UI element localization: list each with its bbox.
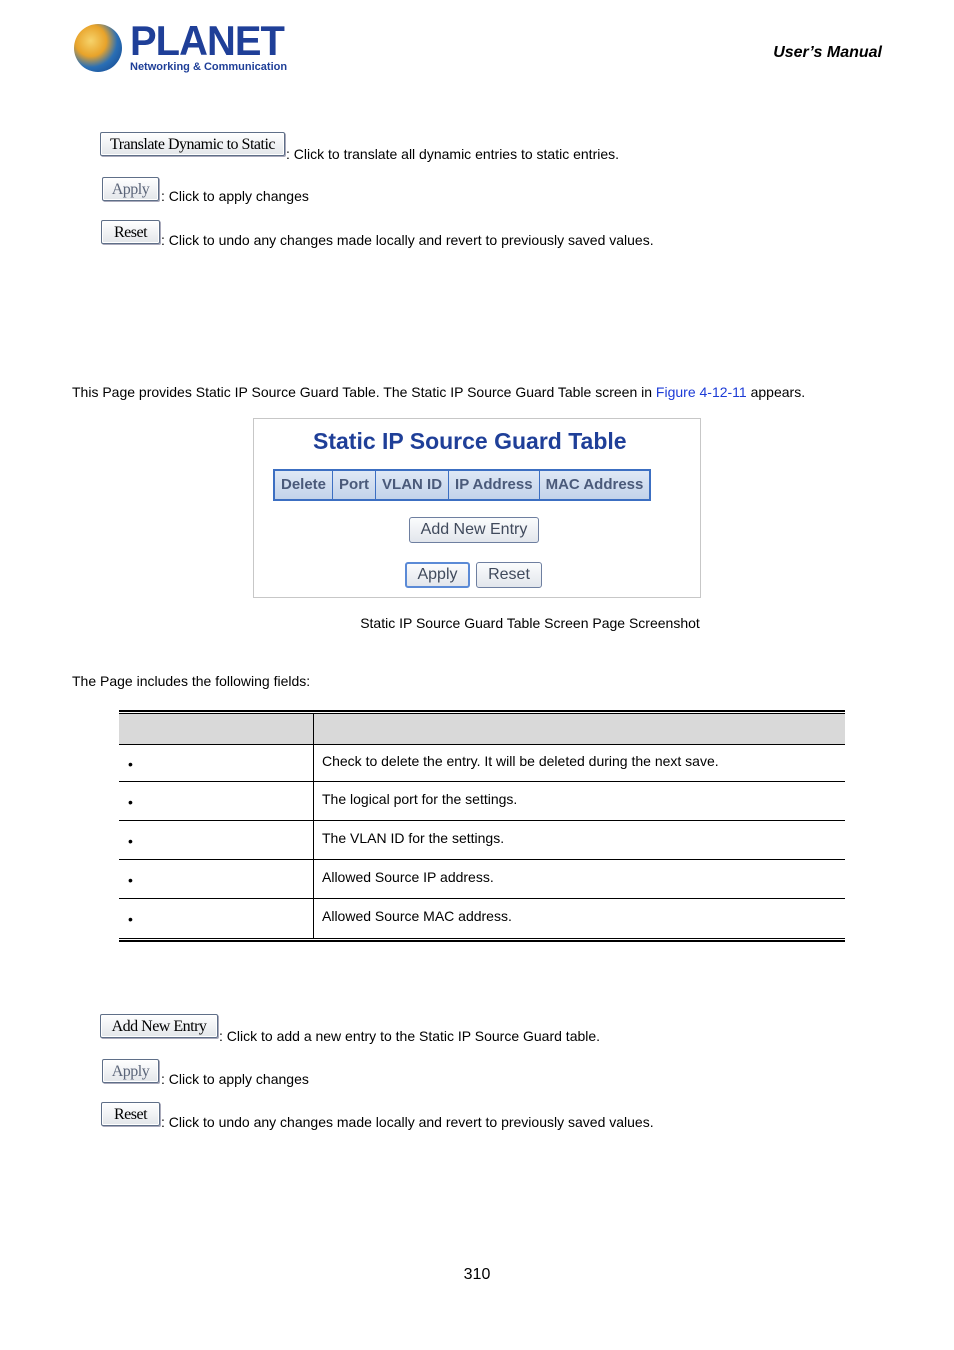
planet-logo-globe-icon xyxy=(74,24,122,72)
panel-title: Static IP Source Guard Table xyxy=(313,428,627,454)
bullet: • xyxy=(128,833,133,849)
intro-text-end: appears. xyxy=(746,384,806,400)
bullet: • xyxy=(128,872,133,888)
reset-button-illustration[interactable]: Reset xyxy=(101,1102,160,1126)
column-mac-address: MAC Address xyxy=(540,471,650,499)
add-new-entry-description: : Click to add a new entry to the Static IP Source Guard table. xyxy=(219,1028,601,1044)
table-bottom-rule xyxy=(119,940,845,942)
bullet: • xyxy=(128,756,133,772)
bullet: • xyxy=(128,911,133,927)
column-port: Port xyxy=(333,471,376,499)
manual-header-label: User’s Manual xyxy=(773,44,882,61)
figure-caption: Static IP Source Guard Table Screen Page Screenshot xyxy=(360,615,700,631)
table-row xyxy=(119,783,845,821)
figure-link[interactable]: Figure 4-12-11 xyxy=(655,384,747,400)
planet-logo-tagline: Networking & Communication xyxy=(130,61,288,73)
panel-apply-button[interactable]: Apply xyxy=(405,562,470,588)
table-header xyxy=(273,469,651,501)
reset-description: : Click to undo any changes made locally and revert to previously saved values. xyxy=(161,232,654,248)
reset-button[interactable]: Reset xyxy=(101,220,160,244)
page-number: 310 xyxy=(463,1266,491,1283)
field-description: Allowed Source IP address. xyxy=(322,869,494,885)
table-column-divider xyxy=(313,714,314,939)
table-bottom-rule-thin xyxy=(119,938,845,939)
table-row xyxy=(119,822,845,860)
fields-intro: The Page includes the following fields: xyxy=(72,673,311,689)
table-top-rule xyxy=(119,710,845,712)
column-vlan-id: VLAN ID xyxy=(376,471,449,499)
field-description: The VLAN ID for the settings. xyxy=(322,830,505,846)
table-row xyxy=(119,900,845,938)
add-new-entry-button-illustration[interactable]: Add New Entry xyxy=(100,1014,218,1038)
field-description: The logical port for the settings. xyxy=(322,791,518,807)
intro-paragraph xyxy=(72,384,805,400)
intro-text: This Page provides Static IP Source Guard Table. The Static IP Source Guard Table screen in xyxy=(72,384,656,400)
column-ip-address: IP Address xyxy=(449,471,540,499)
apply-button[interactable]: Apply xyxy=(102,177,159,201)
fields-table-header xyxy=(119,714,845,744)
add-new-entry-button[interactable]: Add New Entry xyxy=(409,517,539,543)
reset-description-bottom: : Click to undo any changes made locally and revert to previously saved values. xyxy=(161,1114,654,1130)
bullet: • xyxy=(128,794,133,810)
translate-dynamic-to-static-button[interactable]: Translate Dynamic to Static xyxy=(100,132,285,156)
field-description: Check to delete the entry. It will be deleted during the next save. xyxy=(322,753,719,769)
column-delete: Delete xyxy=(275,471,333,499)
apply-description-bottom: : Click to apply changes xyxy=(161,1071,309,1087)
field-description: Allowed Source MAC address. xyxy=(322,908,512,924)
table-row xyxy=(119,861,845,899)
panel-reset-button[interactable]: Reset xyxy=(476,562,542,588)
table-row xyxy=(119,744,845,782)
planet-logo-text: PLANET xyxy=(130,17,284,64)
apply-description: : Click to apply changes xyxy=(161,188,309,204)
apply-button-illustration[interactable]: Apply xyxy=(102,1059,159,1083)
translate-description: : Click to translate all dynamic entries to static entries. xyxy=(286,146,620,162)
